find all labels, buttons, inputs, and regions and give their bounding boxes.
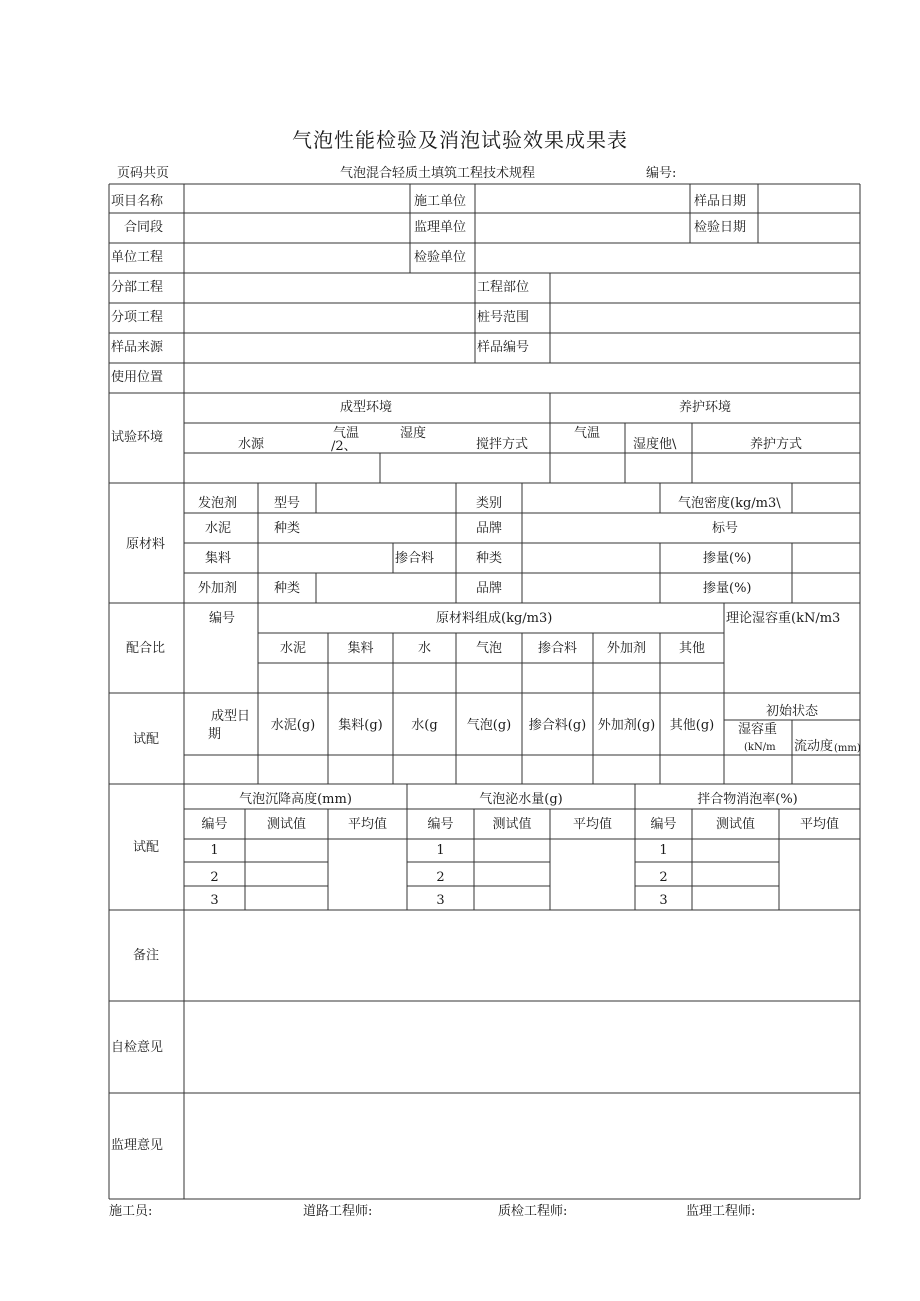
settle-col-number: 编号 [201, 817, 228, 832]
label-supervision-unit: 监理单位 [414, 220, 467, 235]
label-settle-height: 气泡沉降高度(mm) [239, 792, 352, 807]
bleed-col-test: 测试值 [492, 817, 532, 832]
label-molding-date-b: 期 [208, 727, 222, 742]
label-unit-project: 单位工程 [111, 250, 164, 265]
label-project-name: 项目名称 [111, 194, 164, 209]
footer-qc-engineer: 质检工程师: [498, 1204, 568, 1219]
label-division-project: 分部工程 [111, 280, 164, 295]
label-mixing-method: 搅拌方式 [476, 437, 529, 452]
label-inspection-unit: 检验单位 [414, 250, 467, 265]
label-theory-density: 理论湿容重(kN/m3 [726, 611, 841, 626]
label-curing-env: 养护环境 [679, 400, 732, 415]
settle-row-3: 3 [210, 893, 219, 908]
bleed-col-average: 平均值 [572, 817, 612, 832]
settle-col-test: 测试值 [266, 817, 306, 832]
footer-road-engineer: 道路工程师: [303, 1204, 373, 1219]
mix-col-other: 其他 [678, 641, 705, 656]
label-foaming-agent: 发泡剂 [198, 496, 238, 511]
label-molding-date-a: 成型日 [211, 709, 251, 724]
mix-col-cement: 水泥 [279, 641, 306, 656]
defoam-row-1: 1 [659, 843, 668, 858]
trial1-col-cement: 水泥(g) [270, 718, 316, 733]
label-defoam-rate: 拌合物消泡率(%) [697, 792, 798, 807]
trial1-col-additive: 外加剂(g) [597, 718, 656, 733]
defoam-row-2: 2 [659, 870, 668, 885]
label-sample-source: 样品来源 [111, 340, 164, 355]
label-temp2: 气温 [574, 426, 601, 441]
label-temp1b: /2、 [331, 439, 357, 454]
label-sample-number: 样品编号 [477, 340, 530, 355]
trial1-col-aggregate: 集料(g) [338, 718, 383, 733]
label-supervision-opinion: 监理意见 [111, 1138, 164, 1153]
mix-col-additive: 外加剂 [606, 641, 646, 656]
label-fluidity: 流动度 [794, 739, 834, 754]
trial1-col-foam: 气泡(g) [466, 718, 512, 733]
mix-col-aggregate: 集料 [347, 641, 374, 656]
label-wet-density: 湿容重 [738, 722, 778, 737]
footer-supervising-engineer: 监理工程师: [686, 1204, 756, 1219]
label-temp1a: 气温 [333, 426, 360, 441]
label-cement: 水泥 [205, 521, 232, 536]
label-self-check: 自检意见 [111, 1040, 164, 1055]
label-raw-materials: 原材料 [126, 537, 166, 552]
label-fluidity-unit: (mm) [834, 743, 861, 754]
mix-col-foam: 气泡 [475, 641, 502, 656]
label-composition: 原材料组成(kg/m3) [436, 611, 553, 626]
label-dosage2: 掺量(%) [703, 581, 752, 596]
label-water-source: 水源 [238, 437, 265, 452]
label-construction-unit: 施工单位 [414, 194, 467, 209]
label-category: 类别 [476, 496, 503, 511]
label-brand1: 品牌 [476, 521, 503, 536]
label-station-range: 桩号范围 [477, 310, 530, 325]
mix-col-water: 水 [417, 641, 431, 656]
label-trial2: 试配 [133, 840, 160, 855]
defoam-row-3: 3 [659, 893, 668, 908]
page-title: 气泡性能检验及消泡试验效果成果表 [292, 128, 628, 152]
label-sample-date: 样品日期 [694, 194, 747, 209]
label-model: 型号 [274, 496, 301, 511]
label-initial-state: 初始状态 [765, 704, 818, 719]
label-mix-ratio: 配合比 [126, 641, 166, 656]
header-page: 页码共页 [117, 166, 170, 181]
label-mix-number: 编号 [209, 611, 236, 626]
label-trial1: 试配 [133, 732, 160, 747]
label-wet-density-unit: (kN/m [744, 742, 776, 753]
header-standard: 气泡混合轻质土填筑工程技术规程 [340, 166, 536, 181]
defoam-col-average: 平均值 [799, 817, 839, 832]
header-number: 编号: [646, 166, 677, 181]
label-additive: 外加剂 [198, 581, 238, 596]
bleed-row-3: 3 [436, 893, 445, 908]
trial1-col-admixture: 掺合料(g) [528, 718, 587, 733]
bleed-row-1: 1 [436, 843, 445, 858]
label-admixture: 掺合料 [395, 551, 435, 566]
label-test-environment: 试验环境 [111, 430, 164, 445]
label-kind3: 种类 [274, 581, 301, 596]
label-grade: 标号 [712, 521, 739, 536]
label-foam-density: 气泡密度(kg/m3\ [678, 496, 781, 511]
mix-col-admixture: 掺合料 [537, 641, 577, 656]
label-curing-method: 养护方式 [750, 437, 803, 452]
label-remarks: 备注 [133, 948, 160, 963]
label-inspection-date: 检验日期 [694, 220, 747, 235]
trial1-col-other: 其他(g) [669, 718, 715, 733]
bleed-col-number: 编号 [427, 817, 454, 832]
label-project-part: 工程部位 [477, 280, 530, 295]
bleed-row-2: 2 [436, 870, 445, 885]
label-humidity2: 湿度他\ [633, 437, 677, 452]
label-molding-env: 成型环境 [340, 400, 393, 415]
label-dosage1: 掺量(%) [703, 551, 752, 566]
label-bleed-amount: 气泡泌水量(g) [479, 792, 563, 807]
defoam-col-number: 编号 [650, 817, 677, 832]
label-item-project: 分项工程 [111, 310, 164, 325]
footer-constructor: 施工员: [109, 1204, 153, 1219]
label-contract-section: 合同段 [124, 220, 164, 235]
settle-row-1: 1 [210, 843, 219, 858]
label-use-position: 使用位置 [111, 370, 164, 385]
label-kind2: 种类 [476, 551, 503, 566]
label-brand2: 品牌 [476, 581, 503, 596]
label-humidity1: 湿度 [400, 426, 427, 441]
label-aggregate: 集料 [205, 551, 232, 566]
label-kind1: 种类 [274, 521, 301, 536]
defoam-col-test: 测试值 [715, 817, 755, 832]
settle-row-2: 2 [210, 870, 219, 885]
trial1-col-water: 水(g [411, 718, 438, 733]
settle-col-average: 平均值 [347, 817, 387, 832]
